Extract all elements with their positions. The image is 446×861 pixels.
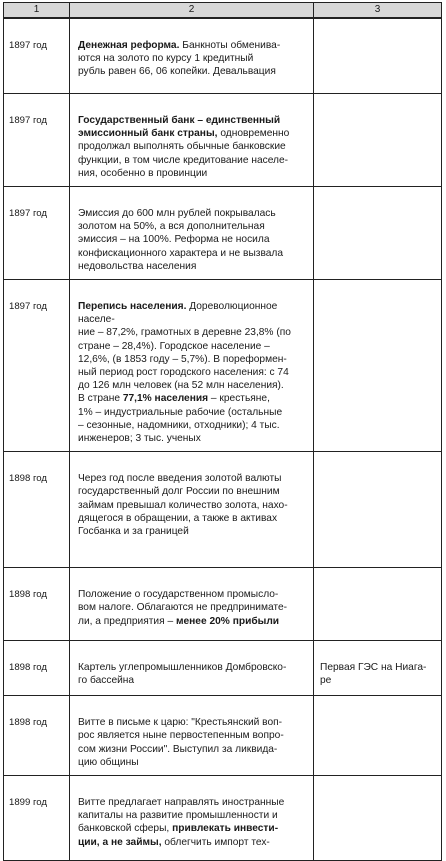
table-row xyxy=(4,452,442,568)
event-text: Через год после введения золотой валюты государственный долг России по внешним займам превышал количество золота, нахо- дящегося в обращении, а также в активах Госбанка и за границей xyxy=(78,473,288,538)
event-text: облегчить импорт тех- xyxy=(161,836,270,848)
world-event-cell: Первая ГЭС на Ниага- ре xyxy=(314,641,442,696)
event-cell xyxy=(70,187,314,280)
chronology-table xyxy=(3,2,442,861)
year-cell: 1899 год xyxy=(4,776,70,861)
world-event-cell xyxy=(314,280,442,452)
year-cell: 1898 год xyxy=(4,641,70,696)
event-cell xyxy=(70,641,314,696)
event-text: одновременно продолжал выполнять обычные банковские функции, в том числе кредитование населе- ния, особенно в провинции xyxy=(78,128,290,179)
event-text: Витте в письме к царю: "Крестьянский воп- рос является ныне первостепенным вопро- сом жизни России". Выступил за ликвида- цию общины xyxy=(78,717,284,768)
table-row xyxy=(4,568,442,641)
event-emphasis: привлекать инвести- ции, а не займы, xyxy=(78,823,279,848)
event-emphasis: Денежная реформа. xyxy=(78,40,180,51)
header-row xyxy=(4,3,442,19)
world-event-cell xyxy=(314,187,442,280)
year-cell: 1898 год xyxy=(4,696,70,776)
event-text: Положение о государственном промысло- вом налоге. Облагаются не предпринимате- ли, а предприятия – xyxy=(78,589,288,627)
world-event-cell xyxy=(314,696,442,776)
table-row xyxy=(4,94,442,187)
event-cell xyxy=(70,94,314,187)
event-text: Витте предлагает направлять иностранные капиталы на развитие промышленности и банковской сферы, xyxy=(78,797,285,835)
table-row xyxy=(4,187,442,280)
event-text: – крестьяне, 1% – индустриальные рабочие (остальные – сезонные, надомники, отходники); 4 тыс. инженеров; 3 тыс. ученых xyxy=(78,393,283,445)
year-cell: 1897 год xyxy=(4,18,70,94)
world-event-cell xyxy=(314,776,442,861)
table-row xyxy=(4,641,442,696)
event-cell xyxy=(70,568,314,641)
event-cell xyxy=(70,280,314,452)
year-cell: 1897 год xyxy=(4,187,70,280)
table-row xyxy=(4,776,442,861)
event-emphasis: Государственный банк – единственный эмиссионный банк страны, xyxy=(78,115,281,140)
event-emphasis: 77,1% населения xyxy=(122,393,209,405)
event-cell xyxy=(70,18,314,94)
world-event-cell xyxy=(314,452,442,568)
event-cell xyxy=(70,776,314,861)
column-header-3: 3 xyxy=(314,3,442,19)
event-cell xyxy=(70,452,314,568)
event-text: Картель углепромышленников Домбровско- го бассейна xyxy=(78,662,287,687)
event-text: Дореволюционное населе- ние – 87,2%, грамотных в деревне 23,8% (по стране – 28,4%). Городское население – 12,6%, (в 1853 году – 5,7%). В пореформен- ный период рост городского населения: с 74 до 126 млн человек (на 52 млн населения). В стране xyxy=(78,301,291,405)
year-cell: 1897 год xyxy=(4,94,70,187)
world-event-cell xyxy=(314,18,442,94)
table-row xyxy=(4,18,442,94)
column-header-1: 1 xyxy=(4,3,70,19)
world-event-cell xyxy=(314,94,442,187)
column-header-2: 2 xyxy=(70,3,314,19)
table-row xyxy=(4,280,442,452)
document-page xyxy=(3,2,441,848)
year-cell: 1897 год xyxy=(4,280,70,452)
event-text: Эмиссия до 600 млн рублей покрывалась золотом на 50%, а вся дополнительная эмиссия – на 100%. Реформа не носила конфискационного характера и не вызвала недовольства населения xyxy=(78,208,284,272)
event-text: Банкноты обменива- ются на золото по курсу 1 кредитный рубль равен 66, 06 копейки. Девальвация xyxy=(78,40,281,78)
world-event-cell xyxy=(314,568,442,641)
year-cell: 1898 год xyxy=(4,568,70,641)
year-cell: 1898 год xyxy=(4,452,70,568)
event-emphasis: менее 20% прибыли xyxy=(175,615,280,627)
event-emphasis: Перепись населения. xyxy=(78,301,187,313)
event-cell xyxy=(70,696,314,776)
table-row xyxy=(4,696,442,776)
